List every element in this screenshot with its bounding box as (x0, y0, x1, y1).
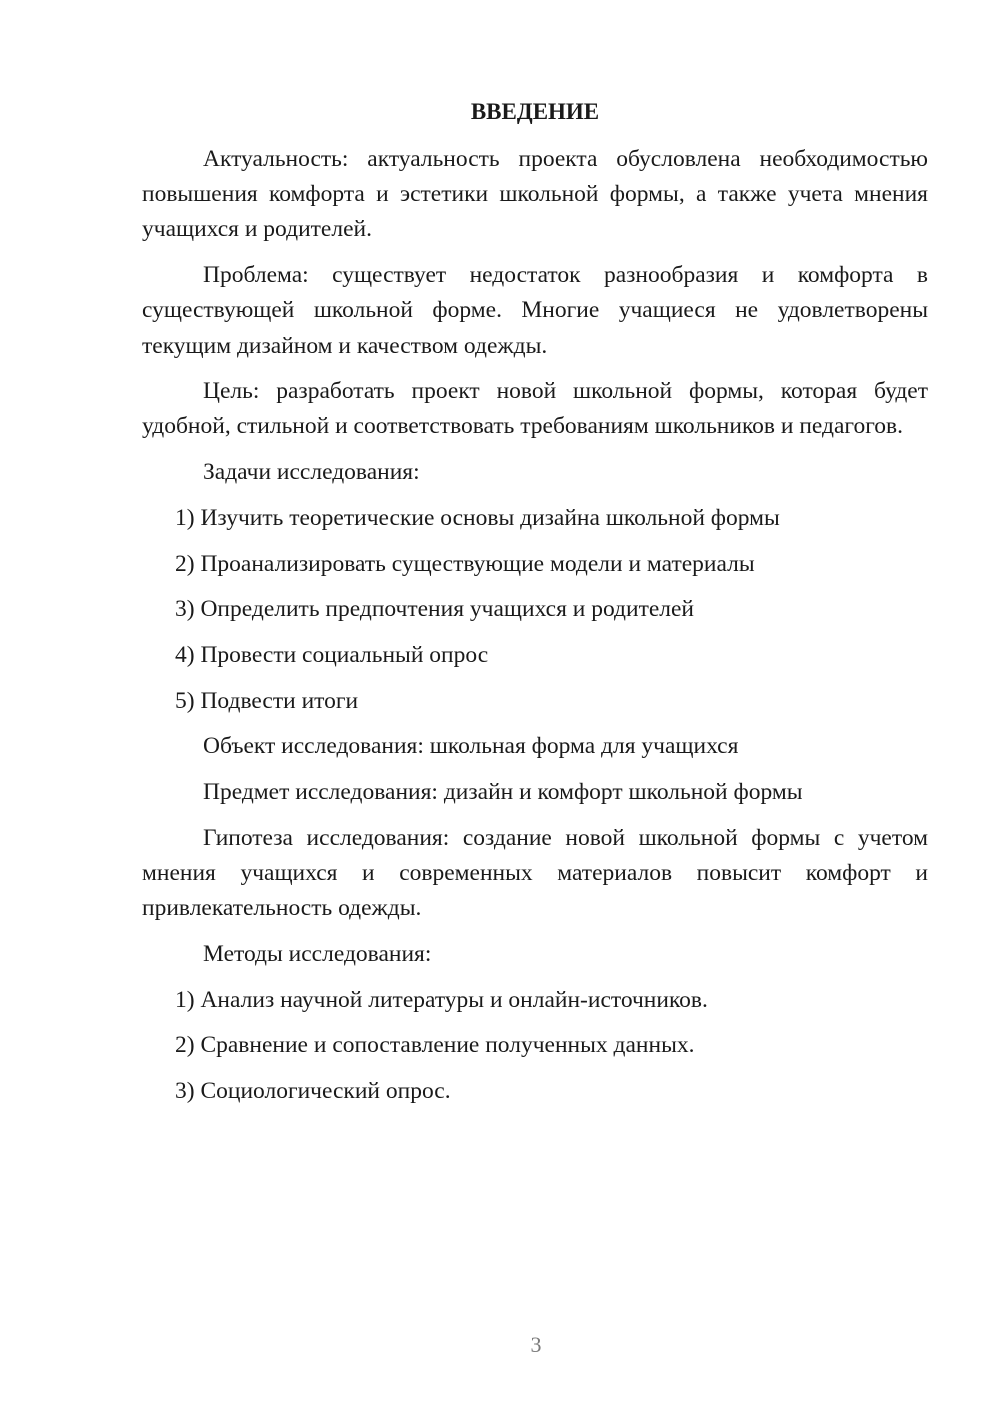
task-item-3: 3) Определить предпочтения учащихся и родителей (175, 596, 694, 623)
problem-paragraph: Проблема: существует недостаток разнообразия и комфорта в существующей школьной форме. Многие учащиеся не удовлетворены текущим дизайном и качеством одежды. (142, 262, 928, 359)
task-item-4: 4) Провести социальный опрос (175, 641, 489, 668)
page-title: ВВЕДЕНИЕ (470, 99, 600, 124)
hypothesis-paragraph: Гипотеза исследования: создание новой школьной формы с учетом мнения учащихся и современных материалов повысит комфорт и привлекательность одежды. (142, 824, 928, 922)
page-number: 3 (530, 1332, 542, 1357)
task-item-5: 5) Подвести итоги (175, 687, 359, 714)
method-item-2: 2) Сравнение и сопоставление полученных данных. (175, 1032, 695, 1059)
task-item-1: 1) Изучить теоретические основы дизайна школьной формы (175, 504, 780, 531)
page-content (142, 94, 928, 1120)
relevance-paragraph: Актуальность: актуальность проекта обусловлена необходимостью повышения комфорта и эстетики школьной формы, а также учета мнения учащихся и родителей. (142, 146, 928, 243)
goal-paragraph: Цель: разработать проект новой школьной формы, которая будет удобной, стильной и соответствовать требованиям школьников и педагогов. (142, 378, 928, 440)
tasks-heading: Задачи исследования: (203, 459, 420, 486)
object-paragraph: Объект исследования: школьная форма для учащихся (203, 733, 739, 760)
method-item-3: 3) Социологический опрос. (175, 1077, 451, 1104)
methods-heading: Методы исследования: (203, 940, 432, 967)
task-item-2: 2) Проанализировать существующие модели и материалы (175, 550, 755, 577)
method-item-1: 1) Анализ научной литературы и онлайн-источников. (175, 986, 708, 1013)
subject-paragraph: Предмет исследования: дизайн и комфорт школьной формы (203, 779, 803, 806)
